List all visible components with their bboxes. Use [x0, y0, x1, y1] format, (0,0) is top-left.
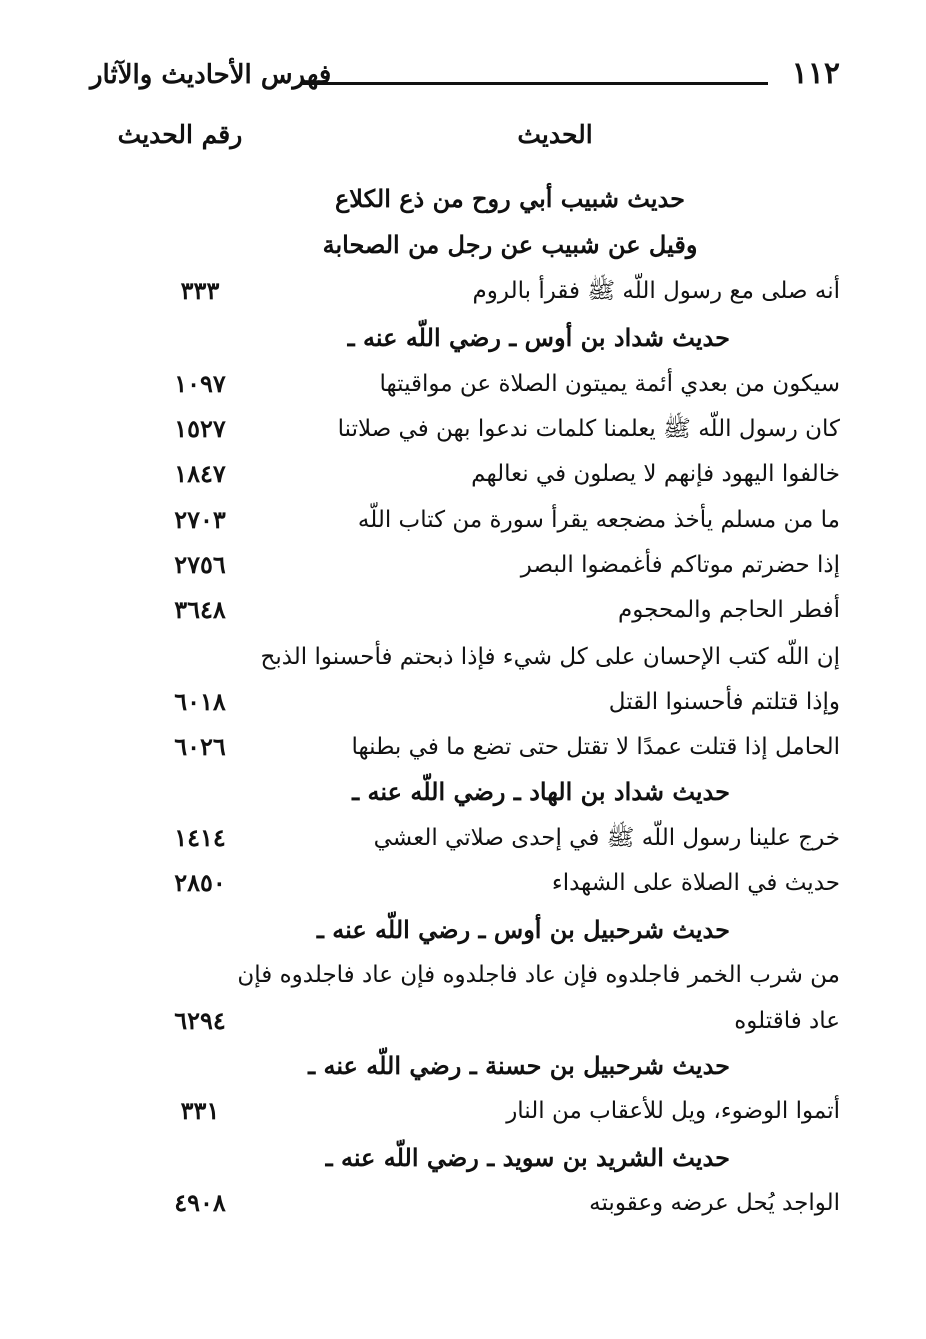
hadith-entry: [100, 406, 840, 452]
section-heading-text: حديث الشريد بن سويد ـ رضي اللّه عنه ـ: [325, 1143, 730, 1172]
hadith-entry: [100, 998, 840, 1044]
section-heading: [100, 907, 840, 953]
hadith-entry: [100, 724, 840, 770]
hadith-number: ١٥٢٧: [174, 414, 226, 443]
hadith-number: ٣٦٤٨: [174, 595, 226, 624]
section-heading: [100, 315, 840, 361]
hadith-number: ١٨٤٧: [174, 459, 226, 488]
hadith-number: ٤٩٠٨: [174, 1188, 226, 1217]
hadith-text: سيكون من بعدي أئمة يميتون الصلاة عن مواقيتها: [379, 371, 840, 397]
hadith-entry: [100, 679, 840, 725]
hadith-number: ١٤١٤: [174, 823, 226, 852]
section-heading-text: حديث شرحبيل بن حسنة ـ رضي اللّه عنه ـ: [308, 1051, 730, 1080]
section-heading-text: حديث شداد بن أوس ـ رضي اللّه عنه ـ: [347, 323, 730, 352]
hadith-entry: [100, 634, 840, 680]
section-heading-text: حديث شبيب أبي روح من ذع الكلاع: [334, 184, 685, 213]
hadith-entry: [100, 860, 840, 906]
hadith-entry: [100, 497, 840, 543]
hadith-entry: [100, 268, 840, 314]
hadith-text: الحامل إذا قتلت عمدًا لا تقتل حتى تضع ما في بطنها: [351, 734, 840, 760]
section-heading: [100, 1135, 840, 1181]
hadith-number: ٦٢٩٤: [174, 1006, 226, 1035]
column-header-number: رقم الحديث: [117, 120, 243, 149]
hadith-entry: [100, 815, 840, 861]
section-heading-text: حديث شداد بن الهاد ـ رضي اللّه عنه ـ: [352, 777, 730, 806]
hadith-entry: [100, 361, 840, 407]
hadith-entry: [100, 542, 840, 588]
page-number: ١١٢: [791, 56, 840, 91]
hadith-text: حديث في الصلاة على الشهداء: [551, 870, 840, 896]
hadith-text: من شرب الخمر فاجلدوه فإن عاد فاجلدوه فإن عاد فاجلدوه فإن: [237, 962, 840, 988]
header-rule: [300, 82, 768, 85]
hadith-number: ٢٧٠٣: [174, 505, 226, 534]
hadith-entry: [100, 451, 840, 497]
hadith-text: إن اللّه كتب الإحسان على كل شيء فإذا ذبحتم فأحسنوا الذبح: [260, 644, 840, 670]
hadith-number: ١٠٩٧: [174, 369, 226, 398]
page-header: [90, 54, 840, 104]
hadith-number: ٦٠١٨: [174, 687, 226, 716]
hadith-text: خرج علينا رسول اللّه ﷺ في إحدى صلاتي العشي: [373, 825, 840, 851]
hadith-text: كان رسول اللّه ﷺ يعلمنا كلمات ندعوا بهن في صلاتنا: [337, 416, 840, 442]
hadith-number: ٢٧٥٦: [174, 550, 226, 579]
hadith-text: أتموا الوضوء، ويل للأعقاب من النار: [506, 1098, 840, 1124]
section-heading: [100, 222, 840, 268]
hadith-entry: [100, 952, 840, 998]
column-header-hadith: الحديث: [517, 120, 593, 149]
hadith-text: خالفوا اليهود فإنهم لا يصلون في نعالهم: [471, 461, 840, 487]
hadith-number: ٣٣٣: [180, 276, 220, 305]
hadith-entry: [100, 1180, 840, 1226]
hadith-text: ما من مسلم يأخذ مضجعه يقرأ سورة من كتاب اللّه: [357, 507, 840, 533]
section-heading: [100, 1043, 840, 1089]
running-title: فهرس الأحاديث والآثار: [90, 60, 332, 90]
hadith-text: الواجد يُحل عرضه وعقوبته: [589, 1190, 840, 1216]
section-heading: [100, 176, 840, 222]
section-heading: [100, 769, 840, 815]
section-heading-text: وقيل عن شبيب عن رجل من الصحابة: [322, 230, 698, 259]
hadith-text: وإذا قتلتم فأحسنوا القتل: [608, 689, 840, 715]
hadith-text: إذا حضرتم موتاكم فأغمضوا البصر: [520, 552, 840, 578]
hadith-text: أفطر الحاجم والمحجوم: [618, 597, 840, 623]
hadith-text: عاد فاقتلوه: [734, 1008, 840, 1034]
hadith-number: ٢٨٥٠: [174, 868, 226, 897]
section-heading-text: حديث شرحبيل بن أوس ـ رضي اللّه عنه ـ: [316, 915, 730, 944]
hadith-text: أنه صلى مع رسول اللّه ﷺ فقرأ بالروم: [472, 278, 840, 304]
hadith-number: ٦٠٢٦: [174, 732, 226, 761]
hadith-entry: [100, 587, 840, 633]
hadith-number: ٣٣١: [180, 1096, 220, 1125]
hadith-entry: [100, 1088, 840, 1134]
